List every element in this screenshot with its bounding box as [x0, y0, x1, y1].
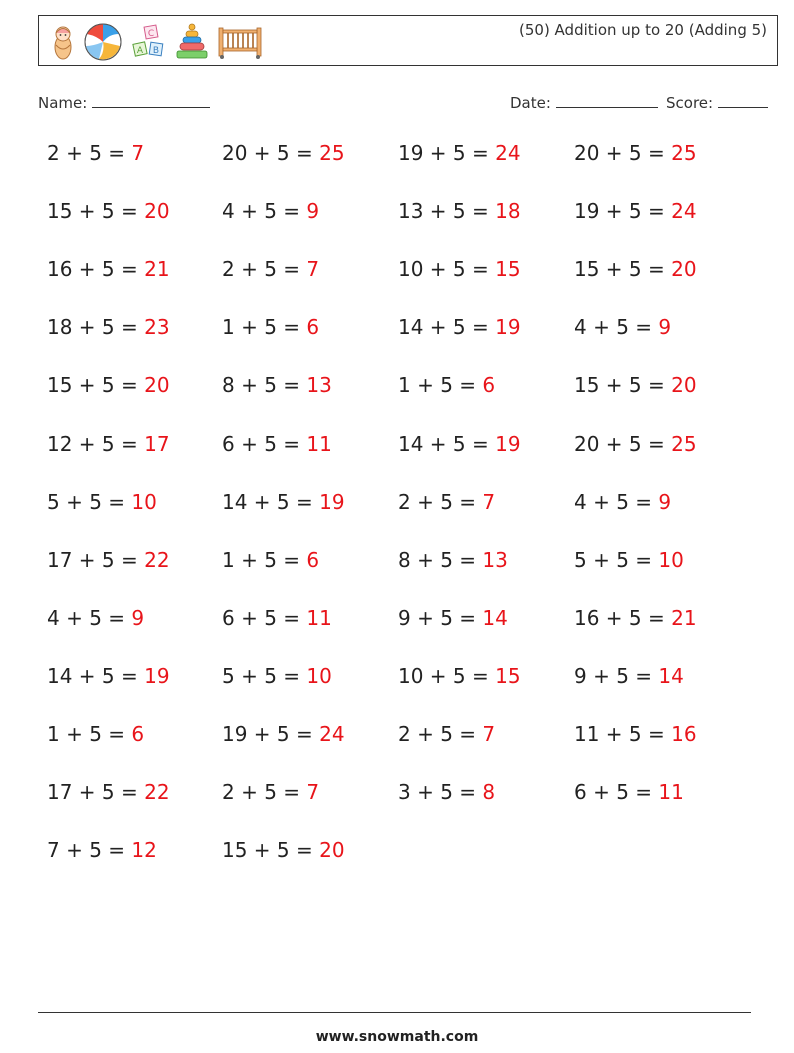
problem-question: 8 + 5 = — [222, 373, 307, 398]
problem — [574, 664, 684, 688]
crib-icon — [217, 24, 263, 60]
problem-question: 2 + 5 = — [398, 489, 483, 514]
problem — [47, 780, 170, 804]
problem-question: 5 + 5 = — [222, 663, 307, 688]
problem — [222, 548, 319, 572]
problem-answer: 11 — [658, 780, 684, 805]
problem — [398, 490, 495, 514]
problem-answer: 20 — [144, 199, 170, 224]
problem-answer: 6 — [482, 373, 496, 398]
problem — [398, 722, 495, 746]
problem-answer: 23 — [144, 315, 170, 340]
problem-question: 2 + 5 = — [398, 722, 483, 746]
problem-question: 1 + 5 = — [222, 315, 307, 340]
problem-question: 14 + 5 = — [398, 315, 496, 340]
problem — [574, 257, 697, 281]
problem-answer: 7 — [131, 141, 145, 165]
problem-question: 9 + 5 = — [574, 663, 659, 688]
problem-answer: 6 — [131, 722, 145, 746]
problem-question: 6 + 5 = — [222, 605, 307, 630]
problem-answer: 7 — [306, 257, 320, 282]
problem-answer: 19 — [319, 489, 345, 514]
problem-question: 14 + 5 = — [47, 663, 145, 688]
problem — [47, 315, 170, 339]
problem-answer: 20 — [671, 257, 697, 282]
problem-question: 14 + 5 = — [398, 431, 496, 456]
problem-question: 4 + 5 = — [47, 605, 132, 630]
problem — [47, 141, 144, 165]
problem-question: 15 + 5 = — [47, 373, 145, 398]
problem — [222, 315, 319, 339]
problem — [574, 315, 671, 339]
problem — [47, 664, 170, 688]
problem-answer: 16 — [671, 722, 697, 746]
problem-question: 6 + 5 = — [574, 780, 659, 805]
stacking-rings-icon — [175, 22, 209, 62]
problem-answer: 8 — [482, 780, 496, 805]
problem — [574, 141, 697, 165]
problem-answer: 14 — [482, 605, 508, 630]
problem — [398, 664, 521, 688]
problem-question: 2 + 5 = — [222, 257, 307, 282]
svg-text:C: C — [147, 29, 155, 39]
problem-answer: 9 — [658, 489, 672, 514]
problem-question: 4 + 5 = — [574, 315, 659, 340]
problem-question: 16 + 5 = — [574, 605, 672, 630]
problem-question: 1 + 5 = — [47, 722, 132, 746]
problem-question: 12 + 5 = — [47, 431, 145, 456]
problem — [47, 548, 170, 572]
problem — [574, 199, 697, 223]
problem — [47, 257, 170, 281]
problem — [222, 606, 332, 630]
problem-question: 16 + 5 = — [47, 257, 145, 282]
problem — [574, 548, 684, 572]
problem-answer: 20 — [671, 373, 697, 398]
problem-answer: 17 — [144, 431, 170, 456]
problem-answer: 10 — [306, 663, 332, 688]
problem-answer: 9 — [131, 605, 145, 630]
score-label: Score: — [666, 94, 714, 112]
score-field — [666, 93, 768, 112]
problem-answer: 9 — [306, 199, 320, 224]
problem — [222, 664, 332, 688]
problem-answer: 24 — [319, 722, 345, 746]
problem — [574, 490, 671, 514]
problem-question: 15 + 5 = — [574, 373, 672, 398]
worksheet-title: (50) Addition up to 20 (Adding 5) — [519, 21, 767, 39]
problem — [222, 141, 345, 165]
problem — [398, 257, 521, 281]
problem — [398, 606, 508, 630]
problem-question: 5 + 5 = — [574, 547, 659, 572]
problem-question: 1 + 5 = — [222, 547, 307, 572]
date-label: Date: — [510, 94, 551, 112]
problem-answer: 13 — [482, 547, 508, 572]
name-label: Name: — [38, 94, 88, 112]
problem-question: 6 + 5 = — [222, 431, 307, 456]
problem-question: 15 + 5 = — [222, 838, 320, 863]
beach-ball-icon — [83, 22, 123, 62]
problem-answer: 10 — [658, 547, 684, 572]
problem — [574, 780, 684, 804]
problem-answer: 21 — [671, 605, 697, 630]
score-line — [718, 93, 768, 108]
svg-text:A: A — [136, 46, 144, 56]
footer-site: www.snowmath.com — [315, 1029, 479, 1045]
header-icons — [51, 22, 263, 62]
problem — [222, 373, 332, 397]
problem-question: 15 + 5 = — [574, 257, 672, 282]
problem — [222, 490, 345, 514]
problem-answer: 11 — [306, 605, 332, 630]
problem-question: 7 + 5 = — [47, 838, 132, 863]
problem-answer: 24 — [671, 199, 697, 224]
problem-answer: 13 — [306, 373, 332, 398]
problem-answer: 25 — [671, 431, 697, 456]
problem-answer: 9 — [658, 315, 672, 340]
problem — [398, 548, 508, 572]
problem-question: 18 + 5 = — [47, 315, 145, 340]
problem-question: 4 + 5 = — [222, 199, 307, 224]
problem-answer: 22 — [144, 780, 170, 805]
problem — [222, 257, 319, 281]
problem — [222, 780, 319, 804]
problem-answer: 6 — [306, 547, 320, 572]
problem-answer: 12 — [131, 838, 157, 863]
problem-answer: 7 — [482, 722, 496, 746]
problem — [398, 432, 521, 456]
footer-rule — [38, 1012, 751, 1013]
problem-question: 5 + 5 = — [47, 489, 132, 514]
problem-question: 19 + 5 = — [222, 722, 320, 746]
problem — [47, 199, 170, 223]
problem — [398, 141, 521, 165]
name-field — [38, 93, 210, 112]
problem-question: 17 + 5 = — [47, 547, 145, 572]
problem — [574, 432, 697, 456]
problem — [222, 199, 319, 223]
problem — [574, 373, 697, 397]
problem-question: 17 + 5 = — [47, 780, 145, 805]
problem — [47, 606, 144, 630]
problem-answer: 24 — [495, 141, 521, 165]
problem — [398, 199, 521, 223]
problem-answer: 10 — [131, 489, 157, 514]
problem-question: 1 + 5 = — [398, 373, 483, 398]
problem-question: 13 + 5 = — [398, 199, 496, 224]
problem-question: 4 + 5 = — [574, 489, 659, 514]
worksheet-header — [38, 15, 778, 66]
abc-blocks-icon — [131, 23, 167, 61]
problem-answer: 11 — [306, 431, 332, 456]
problem-question: 11 + 5 = — [574, 722, 672, 746]
problem-answer: 15 — [495, 257, 521, 282]
problem — [222, 722, 345, 746]
problem — [47, 838, 157, 862]
problem — [574, 606, 697, 630]
problem-answer: 22 — [144, 547, 170, 572]
svg-text:B: B — [152, 46, 160, 56]
problem — [398, 373, 495, 397]
problem — [222, 432, 332, 456]
date-field — [510, 93, 658, 112]
problem-question: 20 + 5 = — [574, 431, 672, 456]
problem — [47, 722, 144, 746]
problem-question: 10 + 5 = — [398, 257, 496, 282]
problem-answer: 20 — [144, 373, 170, 398]
baby-icon — [51, 23, 75, 61]
problem-answer: 25 — [671, 141, 697, 165]
problem-answer: 15 — [495, 663, 521, 688]
problem — [47, 490, 157, 514]
problem-question: 3 + 5 = — [398, 780, 483, 805]
problem-answer: 7 — [482, 489, 496, 514]
problem-question: 2 + 5 = — [47, 141, 132, 165]
problem-question: 19 + 5 = — [574, 199, 672, 224]
problem-answer: 19 — [495, 315, 521, 340]
problem — [398, 315, 521, 339]
problem-question: 15 + 5 = — [47, 199, 145, 224]
problem-answer: 21 — [144, 257, 170, 282]
problem-question: 2 + 5 = — [222, 780, 307, 805]
problem-answer: 19 — [144, 663, 170, 688]
name-line — [92, 93, 210, 108]
problem-question: 8 + 5 = — [398, 547, 483, 572]
problem-question: 10 + 5 = — [398, 663, 496, 688]
problem-question: 20 + 5 = — [574, 141, 672, 165]
problem — [47, 373, 170, 397]
problem — [222, 838, 345, 862]
date-line — [556, 93, 658, 108]
problem-answer: 20 — [319, 838, 345, 863]
problem-answer: 14 — [658, 663, 684, 688]
problem-answer: 19 — [495, 431, 521, 456]
problem-answer: 6 — [306, 315, 320, 340]
problem — [398, 780, 495, 804]
problem-answer: 25 — [319, 141, 345, 165]
problem-question: 19 + 5 = — [398, 141, 496, 165]
problem-answer: 7 — [306, 780, 320, 805]
problem-question: 9 + 5 = — [398, 605, 483, 630]
problem-question: 20 + 5 = — [222, 141, 320, 165]
problem — [574, 722, 697, 746]
problem-question: 14 + 5 = — [222, 489, 320, 514]
problem — [47, 432, 170, 456]
problem-answer: 18 — [495, 199, 521, 224]
